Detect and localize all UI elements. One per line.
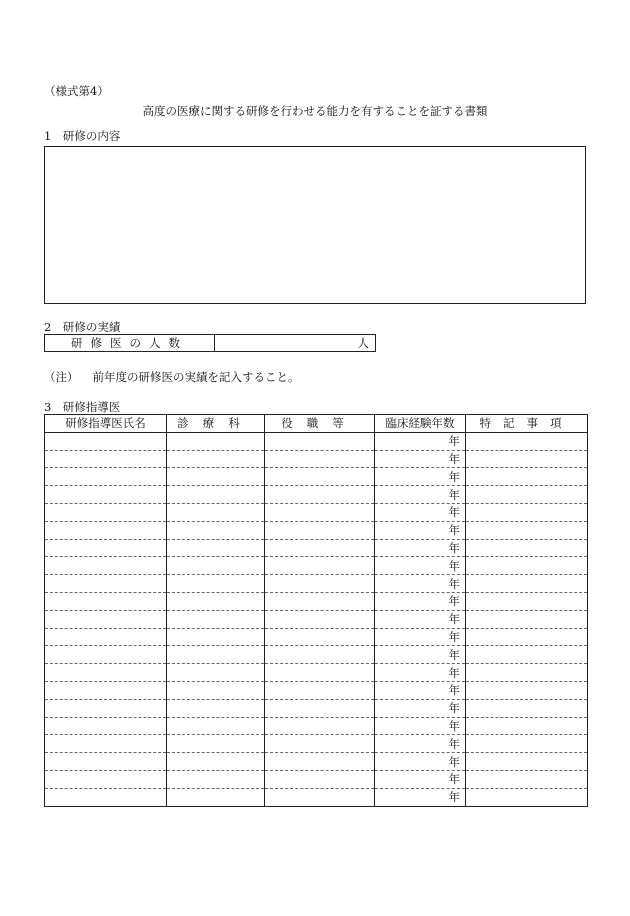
remarks-cell[interactable] [466, 717, 588, 735]
department-cell[interactable] [167, 646, 265, 664]
note-text: 前年度の研修医の実績を記入すること。 [92, 370, 300, 384]
experience-years-cell[interactable] [375, 646, 466, 664]
remarks-cell[interactable] [466, 521, 588, 539]
experience-years-cell[interactable] [375, 468, 466, 486]
position-cell[interactable] [265, 575, 375, 593]
position-cell[interactable] [265, 681, 375, 699]
remarks-cell[interactable] [466, 432, 588, 450]
remarks-cell[interactable] [466, 468, 588, 486]
doctor-name-cell[interactable] [45, 521, 167, 539]
remarks-cell[interactable] [466, 450, 588, 468]
department-cell[interactable] [167, 432, 265, 450]
table-row [45, 664, 588, 682]
department-cell[interactable] [167, 735, 265, 753]
position-cell[interactable] [265, 646, 375, 664]
year-unit: 年 [448, 701, 460, 716]
position-cell[interactable] [265, 735, 375, 753]
experience-years-cell[interactable] [375, 788, 466, 806]
training-content-box[interactable] [44, 146, 586, 304]
table-row [45, 788, 588, 806]
experience-years-cell[interactable] [375, 699, 466, 717]
doctor-name-cell[interactable] [45, 557, 167, 575]
year-unit: 年 [448, 629, 460, 644]
column-header-remarks: 特記事項 [466, 415, 588, 433]
department-cell[interactable] [167, 557, 265, 575]
note [44, 372, 300, 384]
doctor-name-cell[interactable] [45, 628, 167, 646]
year-unit: 年 [448, 523, 460, 538]
doctor-name-cell[interactable] [45, 610, 167, 628]
experience-years-cell[interactable] [375, 539, 466, 557]
doctor-name-cell[interactable] [45, 681, 167, 699]
year-unit: 年 [448, 718, 460, 733]
table-row [45, 735, 588, 753]
department-cell[interactable] [167, 628, 265, 646]
table-row [45, 681, 588, 699]
experience-years-cell[interactable] [375, 681, 466, 699]
section1-heading: 1 研修の内容 [44, 129, 121, 143]
remarks-cell[interactable] [466, 664, 588, 682]
table-row [45, 486, 588, 504]
remarks-cell[interactable] [466, 646, 588, 664]
table-row [45, 753, 588, 771]
table-row [45, 468, 588, 486]
table-row [45, 503, 588, 521]
doctor-name-cell[interactable] [45, 539, 167, 557]
department-cell[interactable] [167, 610, 265, 628]
section3-heading: 3 研修指導医 [44, 400, 121, 414]
year-unit: 年 [448, 505, 460, 520]
year-unit: 年 [448, 612, 460, 627]
doctor-name-cell[interactable] [45, 450, 167, 468]
remarks-cell[interactable] [466, 699, 588, 717]
column-header-experience-years: 臨床経験年数 [375, 415, 466, 433]
table-header-row [45, 415, 588, 433]
year-unit: 年 [448, 736, 460, 751]
department-cell[interactable] [167, 592, 265, 610]
year-unit: 年 [448, 487, 460, 502]
doctor-name-cell[interactable] [45, 717, 167, 735]
note-label: （注） [44, 370, 79, 384]
remarks-cell[interactable] [466, 628, 588, 646]
trainee-count-table [44, 334, 376, 352]
position-cell[interactable] [265, 503, 375, 521]
year-unit: 年 [448, 576, 460, 591]
table-row [45, 646, 588, 664]
remarks-cell[interactable] [466, 770, 588, 788]
position-cell[interactable] [265, 557, 375, 575]
remarks-cell[interactable] [466, 575, 588, 593]
experience-years-cell[interactable] [375, 521, 466, 539]
department-cell[interactable] [167, 788, 265, 806]
doctor-name-cell[interactable] [45, 699, 167, 717]
table-row [45, 770, 588, 788]
column-header-department: 診療科 [167, 415, 265, 433]
table-row [45, 628, 588, 646]
experience-years-cell[interactable] [375, 664, 466, 682]
department-cell[interactable] [167, 770, 265, 788]
experience-years-cell[interactable] [375, 557, 466, 575]
form-number: （様式第4） [44, 84, 109, 98]
position-cell[interactable] [265, 664, 375, 682]
department-cell[interactable] [167, 681, 265, 699]
doctor-name-cell[interactable] [45, 753, 167, 771]
doctor-name-cell[interactable] [45, 592, 167, 610]
experience-years-cell[interactable] [375, 628, 466, 646]
position-cell[interactable] [265, 717, 375, 735]
year-unit: 年 [448, 434, 460, 449]
table-row [45, 592, 588, 610]
document-title: 高度の医療に関する研修を行わせる能力を有することを証する書類 [142, 104, 488, 118]
year-unit: 年 [448, 754, 460, 769]
year-unit: 年 [448, 469, 460, 484]
doctor-name-cell[interactable] [45, 646, 167, 664]
trainee-count-label: 研修医の人数 [45, 335, 215, 351]
table-row [45, 432, 588, 450]
trainee-count-unit: 人 [357, 336, 369, 350]
doctor-name-cell[interactable] [45, 664, 167, 682]
position-cell[interactable] [265, 521, 375, 539]
position-cell[interactable] [265, 770, 375, 788]
position-cell[interactable] [265, 753, 375, 771]
doctor-name-cell[interactable] [45, 735, 167, 753]
year-unit: 年 [448, 790, 460, 805]
section2-heading: 2 研修の実績 [44, 320, 121, 334]
experience-years-cell[interactable] [375, 486, 466, 504]
year-unit: 年 [448, 647, 460, 662]
position-cell[interactable] [265, 699, 375, 717]
position-cell[interactable] [265, 450, 375, 468]
department-cell[interactable] [167, 664, 265, 682]
department-cell[interactable] [167, 450, 265, 468]
position-cell[interactable] [265, 788, 375, 806]
department-cell[interactable] [167, 717, 265, 735]
table-row [45, 450, 588, 468]
table-row [45, 575, 588, 593]
experience-years-cell[interactable] [375, 450, 466, 468]
table-row [45, 539, 588, 557]
position-cell[interactable] [265, 468, 375, 486]
position-cell[interactable] [265, 486, 375, 504]
remarks-cell[interactable] [466, 681, 588, 699]
department-cell[interactable] [167, 503, 265, 521]
position-cell[interactable] [265, 539, 375, 557]
table-row [45, 610, 588, 628]
remarks-cell[interactable] [466, 753, 588, 771]
doctor-name-cell[interactable] [45, 503, 167, 521]
remarks-cell[interactable] [466, 486, 588, 504]
doctor-name-cell[interactable] [45, 486, 167, 504]
trainee-count-field[interactable] [215, 335, 375, 351]
experience-years-cell[interactable] [375, 432, 466, 450]
year-unit: 年 [448, 665, 460, 680]
column-header-name: 研修指導医氏名 [45, 415, 167, 433]
remarks-cell[interactable] [466, 735, 588, 753]
department-cell[interactable] [167, 575, 265, 593]
experience-years-cell[interactable] [375, 770, 466, 788]
department-cell[interactable] [167, 539, 265, 557]
remarks-cell[interactable] [466, 557, 588, 575]
year-unit: 年 [448, 540, 460, 555]
supervising-doctor-table [44, 414, 588, 807]
department-cell[interactable] [167, 753, 265, 771]
doctor-name-cell[interactable] [45, 575, 167, 593]
year-unit: 年 [448, 451, 460, 466]
remarks-cell[interactable] [466, 503, 588, 521]
remarks-cell[interactable] [466, 788, 588, 806]
table-row [45, 521, 588, 539]
department-cell[interactable] [167, 521, 265, 539]
department-cell[interactable] [167, 699, 265, 717]
department-cell[interactable] [167, 468, 265, 486]
table-row [45, 717, 588, 735]
doctor-name-cell[interactable] [45, 468, 167, 486]
year-unit: 年 [448, 772, 460, 787]
doctor-name-cell[interactable] [45, 788, 167, 806]
experience-years-cell[interactable] [375, 503, 466, 521]
position-cell[interactable] [265, 432, 375, 450]
doctor-name-cell[interactable] [45, 432, 167, 450]
year-unit: 年 [448, 594, 460, 609]
column-header-position: 役職等 [265, 415, 375, 433]
experience-years-cell[interactable] [375, 735, 466, 753]
experience-years-cell[interactable] [375, 717, 466, 735]
department-cell[interactable] [167, 486, 265, 504]
table-row [45, 557, 588, 575]
year-unit: 年 [448, 683, 460, 698]
year-unit: 年 [448, 558, 460, 573]
position-cell[interactable] [265, 610, 375, 628]
experience-years-cell[interactable] [375, 592, 466, 610]
experience-years-cell[interactable] [375, 575, 466, 593]
position-cell[interactable] [265, 592, 375, 610]
table-row [45, 699, 588, 717]
remarks-cell[interactable] [466, 610, 588, 628]
experience-years-cell[interactable] [375, 610, 466, 628]
doctor-name-cell[interactable] [45, 770, 167, 788]
remarks-cell[interactable] [466, 539, 588, 557]
remarks-cell[interactable] [466, 592, 588, 610]
experience-years-cell[interactable] [375, 753, 466, 771]
position-cell[interactable] [265, 628, 375, 646]
